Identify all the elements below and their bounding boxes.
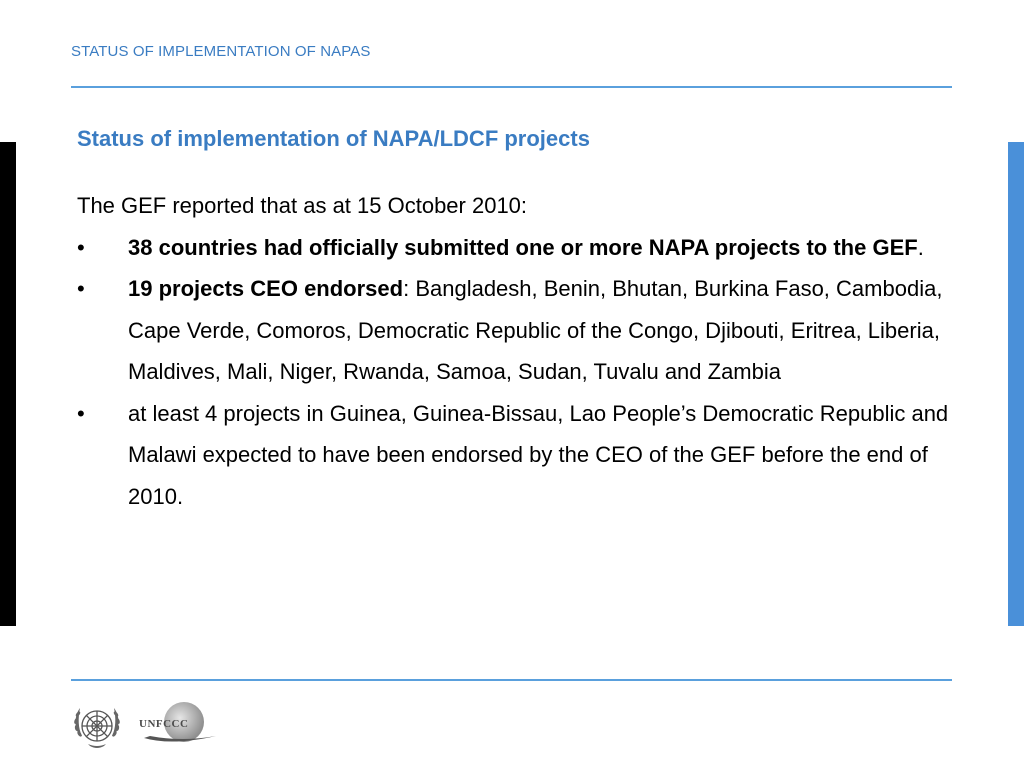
header-divider (71, 86, 952, 88)
bullet-bold-text: 38 countries had officially submitted one or more NAPA projects to the GEF (128, 234, 918, 260)
header-title: STATUS OF IMPLEMENTATION OF NAPAS (71, 43, 371, 60)
un-emblem-icon (70, 700, 124, 752)
bullet-bold-text: 19 projects CEO endorsed (128, 276, 404, 301)
left-side-bar (0, 142, 16, 626)
bullet-text: at least 4 projects in Guinea, Guinea-Bissau, Lao People’s Democratic Republic and Malawi expected to have been endorsed by the CEO of the GEF before the end of 2010. (128, 400, 949, 509)
intro-text: The GEF reported that as at 15 October 2010: (77, 193, 528, 218)
bullet-list (77, 227, 967, 518)
bullet-text: . (917, 234, 924, 260)
bullet-item (77, 227, 967, 269)
bullet-icon: • (77, 276, 85, 301)
right-side-bar (1008, 142, 1024, 626)
bullet-item (77, 268, 967, 393)
footer-divider (71, 679, 952, 681)
bullet-icon: • (77, 400, 85, 426)
bullet-icon: • (77, 234, 85, 260)
bullet-item (77, 393, 967, 518)
slide-heading: Status of implementation of NAPA/LDCF projects (77, 126, 590, 151)
slide-body (77, 185, 967, 517)
bullet-text: : Bangladesh, Benin, Bhutan, Burkina Faso, Cambodia, Cape Verde, Comoros, Democratic Republic of the Congo, Djibouti, Eritrea, Liberia, Maldives, Mali, Niger, Rwanda, Samoa, Sudan, Tuvalu and Zambia (128, 276, 943, 384)
unfccc-logo-text: UNFCCC (139, 718, 189, 730)
